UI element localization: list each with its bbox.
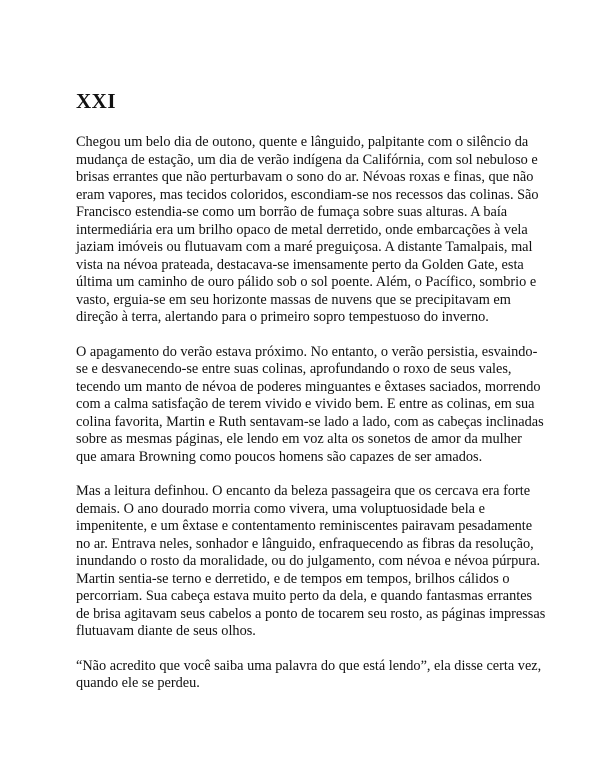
- chapter-title: XXI: [76, 89, 117, 113]
- document-page: [76, 88, 546, 710]
- paragraph: Chegou um belo dia de outono, quente e lânguido, palpitante com o silêncio da mudança de estação, um dia de verão indígena da Califórnia, com sol nebuloso e brisas errantes que não perturbavam o sono do ar. Névoas roxas e finas, que não eram vapores, mas tecidos coloridos, escondiam-se nos recessos das colinas. São Francisco estendia-se como um borrão de fumaça sobre suas alturas. A baía intermediária era um brilho opaco de metal derretido, onde embarcações à vela jaziam imóveis ou flutuavam com a maré preguiçosa. A distante Tamalpais, mal vista na névoa prateada, destacava-se imensamente perto da Golden Gate, esta última um caminho de ouro pálido sob o sol poente. Além, o Pacífico, sombrio e vasto, erguia-se em seu horizonte massas de nuvens que se precipitavam em direção à terra, alertando para o primeiro sopro tempestuoso do inverno.: [76, 134, 539, 325]
- paragraph: O apagamento do verão estava próximo. No entanto, o verão persistia, esvaindo-se e desvanecendo-se entre suas colinas, aprofundando o roxo de seus vales, tecendo um manto de névoa de poderes minguantes e êxtases saciados, morrendo com a calma satisfação de terem vivido e vivido bem. E entre as colinas, em sua colina favorita, Martin e Ruth sentavam-se lado a lado, com as cabeças inclinadas sobre as mesmas páginas, ele lendo em voz alta os sonetos de amor da mulher que amara Browning como poucos homens são capazes de ser amados.: [76, 343, 544, 465]
- paragraph: “Não acredito que você saiba uma palavra do que está lendo”, ela disse certa vez, quando ele se perdeu.: [76, 657, 542, 691]
- paragraph: Mas a leitura definhou. O encanto da beleza passageira que os cercava era forte demais. O ano dourado morria como vivera, uma voluptuosidade bela e impenitente, e um êxtase e contentamento reminiscentes pairavam pesadamente no ar. Entrava neles, sonhador e lânguido, enfraquecendo as fibras da resolução, inundando o rosto da moralidade, ou do julgamento, com névoa e névoa púrpura. Martin sentia-se terno e derretido, e de tempos em tempos, brilhos cálidos o percorriam. Sua cabeça estava muito perto da dela, e quando fantasmas errantes de brisa agitavam seus cabelos a ponto de tocarem seu rosto, as páginas impressas flutuavam diante de seus olhos.: [76, 483, 546, 639]
